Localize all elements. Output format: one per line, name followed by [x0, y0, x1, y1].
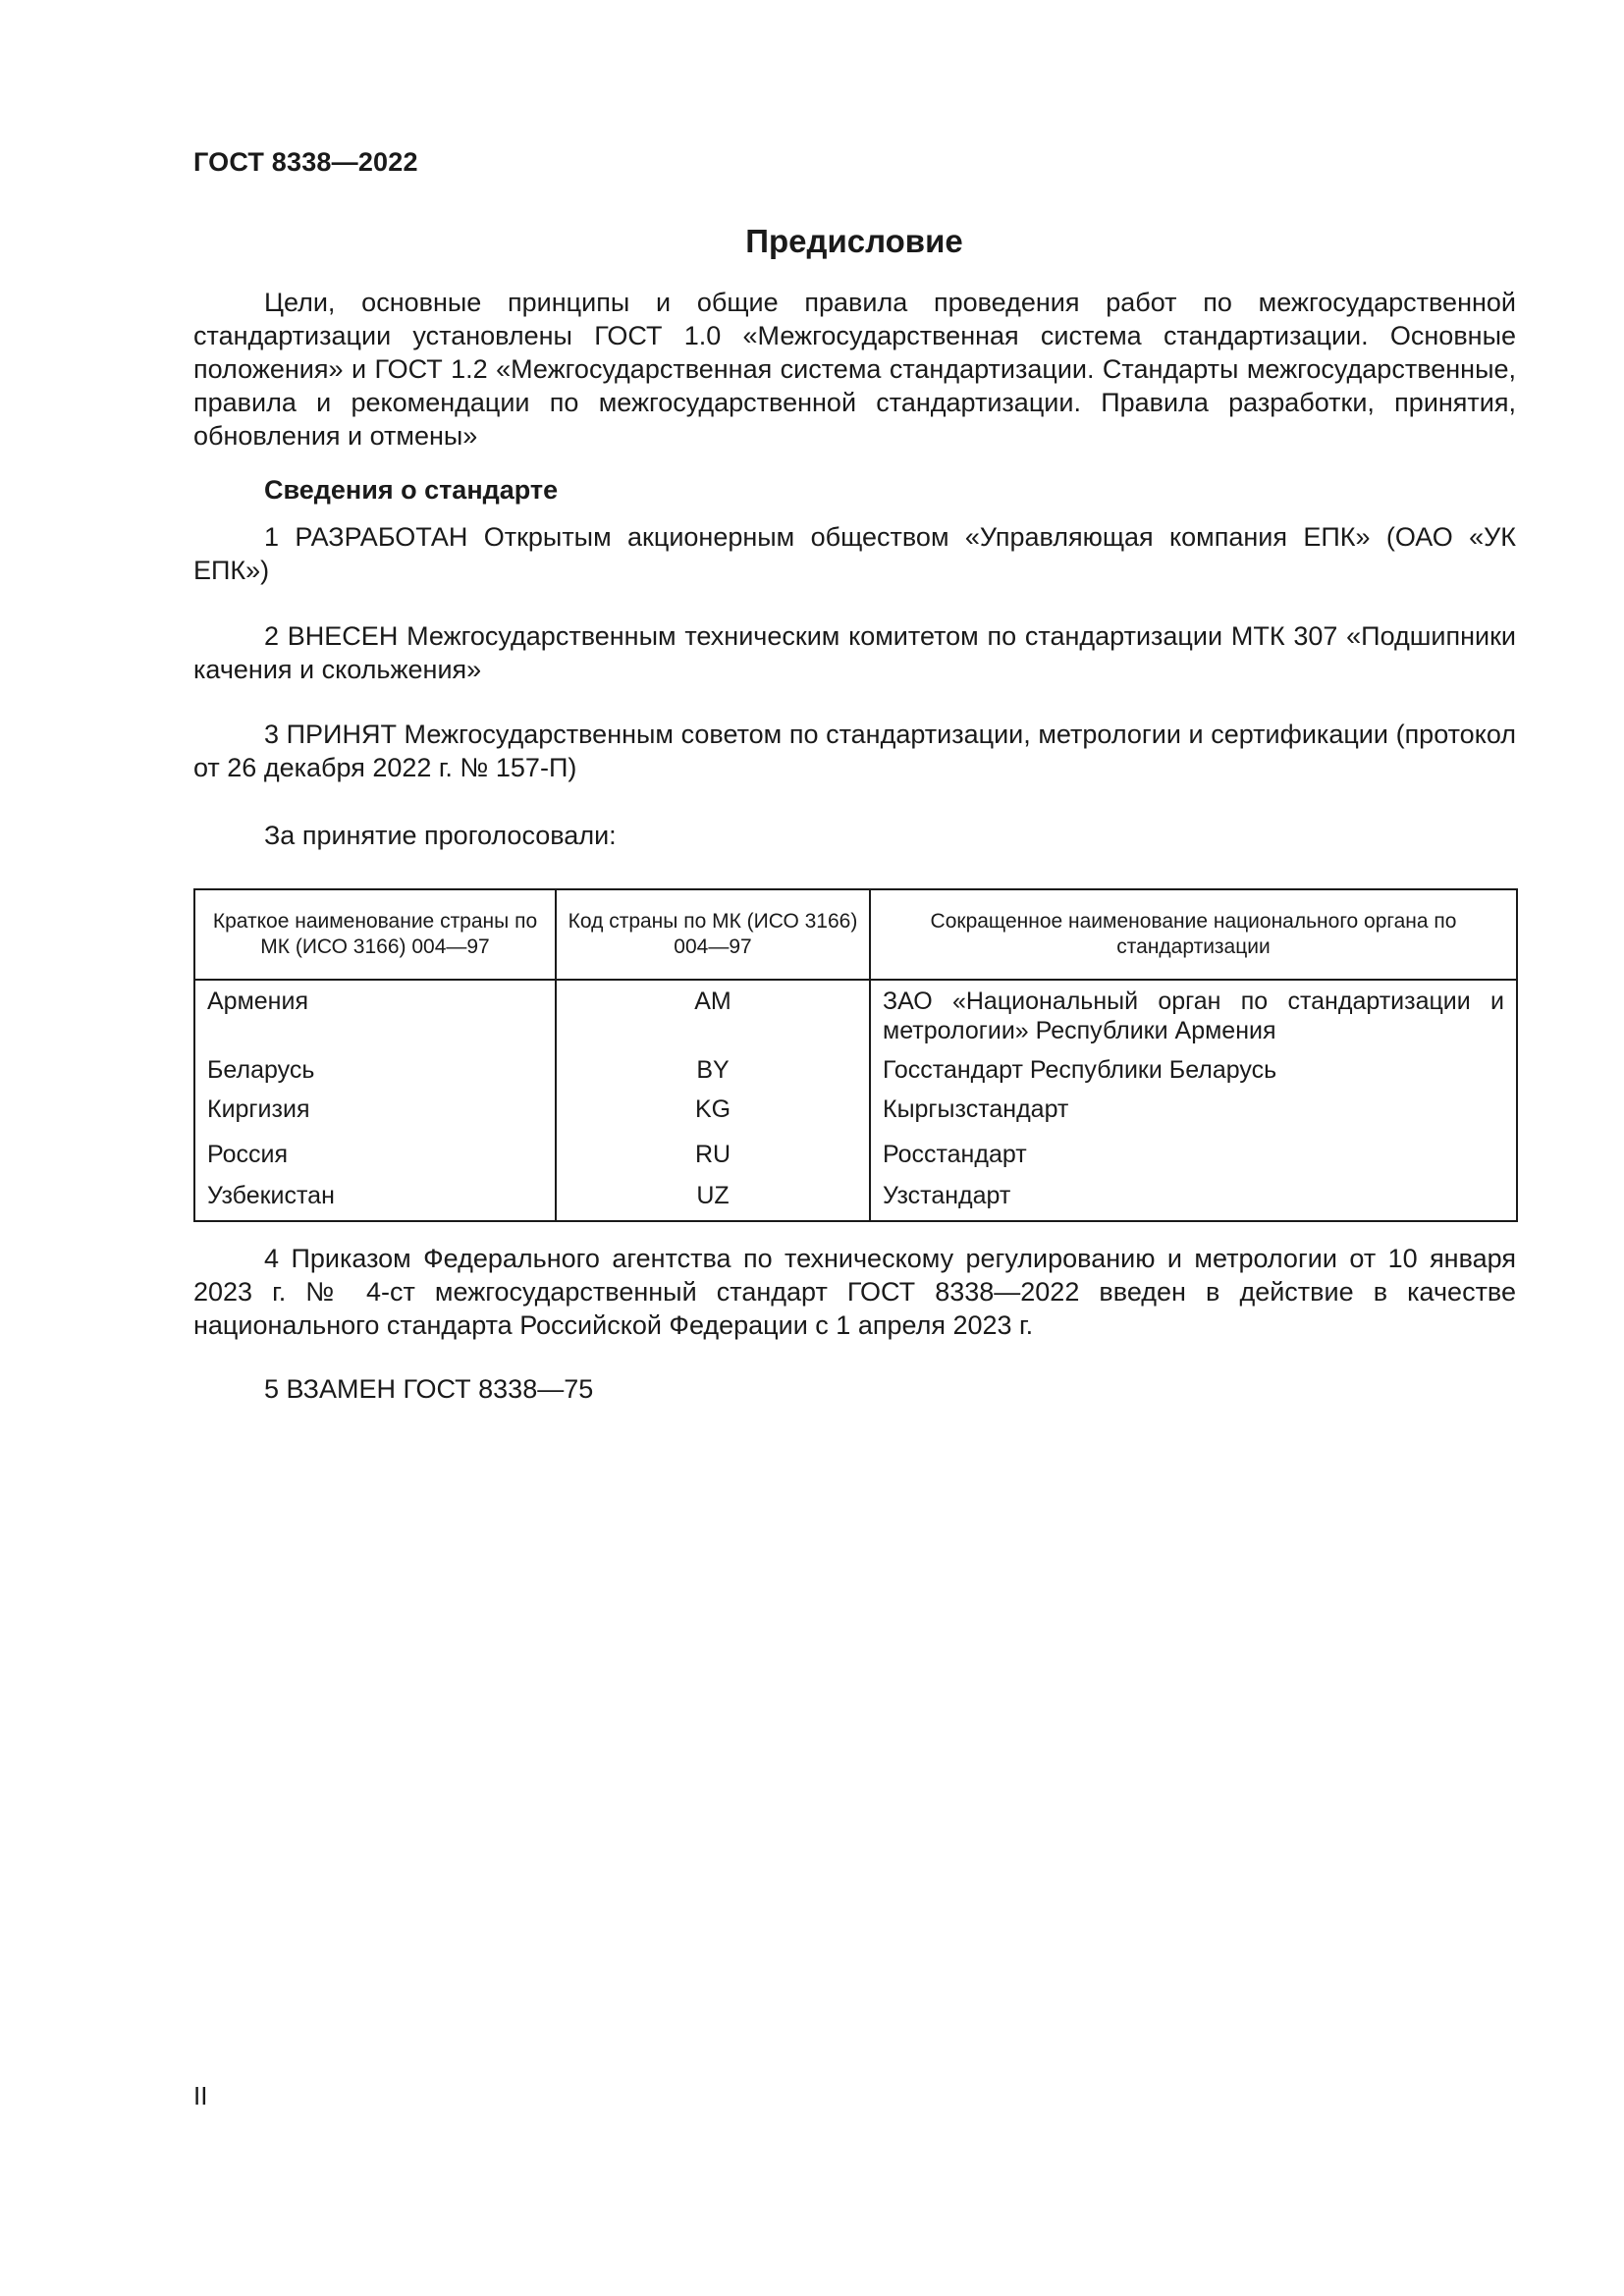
cell-code: BY: [556, 1055, 870, 1095]
item-1-paragraph: 1 РАЗРАБОТАН Открытым акционерным обществом «Управляющая компания ЕПК» (ОАО «УК ЕПК»): [193, 522, 1516, 585]
cell-code: KG: [556, 1095, 870, 1140]
table-row: [194, 1140, 1517, 1181]
item-3-paragraph: 3 ПРИНЯТ Межгосударственным советом по стандартизации, метрологии и сертификации (протокол от 26 декабря 2022 г. № 157-П): [193, 720, 1516, 782]
document-code: ГОСТ 8338—2022: [193, 147, 418, 177]
cell-country: Армения: [194, 980, 556, 1055]
item-2-block: [193, 619, 1516, 686]
page-number: II: [193, 2081, 208, 2110]
header-national-body: Сокращенное наименование национального органа по стандартизации: [870, 889, 1517, 980]
section-title: Сведения о стандарте: [264, 475, 559, 505]
voted-label: За принятие проголосовали:: [264, 821, 617, 850]
table-row: [194, 1181, 1517, 1221]
intro-paragraph: Цели, основные принципы и общие правила проведения работ по межгосударственной стандартизации установлены ГОСТ 1.0 «Межгосударственная система стандартизации. Основные положения» и ГОСТ 1.2 «Межгосударственная система стандартизации. Стандарты межгосударственные, правила и рекомендации по межгосударственной стандартизации. Правила разработки, принятия, обновления и отмены»: [193, 288, 1516, 451]
item-4-paragraph: 4 Приказом Федерального агентства по техническому регулированию и метрологии от 10 января 2023 г. № 4-ст межгосударственный стандарт ГОСТ 8338—2022 введен в действие в качестве национального стандарта Российской Федерации с 1 апреля 2023 г.: [193, 1244, 1516, 1340]
table-row: [194, 980, 1517, 1055]
table-row: [194, 1055, 1517, 1095]
item-1-block: [193, 520, 1516, 587]
header-country-name: Краткое наименование страны по МК (ИСО 3166) 004—97: [194, 889, 556, 980]
voted-block: [193, 819, 1516, 852]
header-country-code: Код страны по МК (ИСО 3166) 004—97: [556, 889, 870, 980]
cell-country: Узбекистан: [194, 1181, 556, 1221]
table-row: [194, 1095, 1517, 1140]
item-5-paragraph: 5 ВЗАМЕН ГОСТ 8338—75: [264, 1374, 594, 1404]
item-3-block: [193, 718, 1516, 784]
cell-body: ЗАО «Национальный орган по стандартизации и метрологии» Республики Армения: [870, 980, 1517, 1055]
cell-body: Росстандарт: [870, 1140, 1517, 1181]
cell-country: Россия: [194, 1140, 556, 1181]
cell-body: Кыргызстандарт: [870, 1095, 1517, 1140]
cell-code: RU: [556, 1140, 870, 1181]
item-2-paragraph: 2 ВНЕСЕН Межгосударственным техническим комитетом по стандартизации МТК 307 «Подшипники качения и скольжения»: [193, 621, 1516, 684]
cell-country: Беларусь: [194, 1055, 556, 1095]
table-header-row: [194, 889, 1517, 980]
cell-code: AM: [556, 980, 870, 1055]
cell-code: UZ: [556, 1181, 870, 1221]
cell-body: Узстандарт: [870, 1181, 1517, 1221]
cell-body: Госстандарт Республики Беларусь: [870, 1055, 1517, 1095]
item-5-block: [193, 1372, 1516, 1406]
item-4-block: [193, 1242, 1516, 1342]
cell-country: Киргизия: [194, 1095, 556, 1140]
voting-states-table: [193, 888, 1518, 1222]
intro-block: [193, 286, 1516, 453]
page-title: Предисловие: [745, 223, 963, 259]
